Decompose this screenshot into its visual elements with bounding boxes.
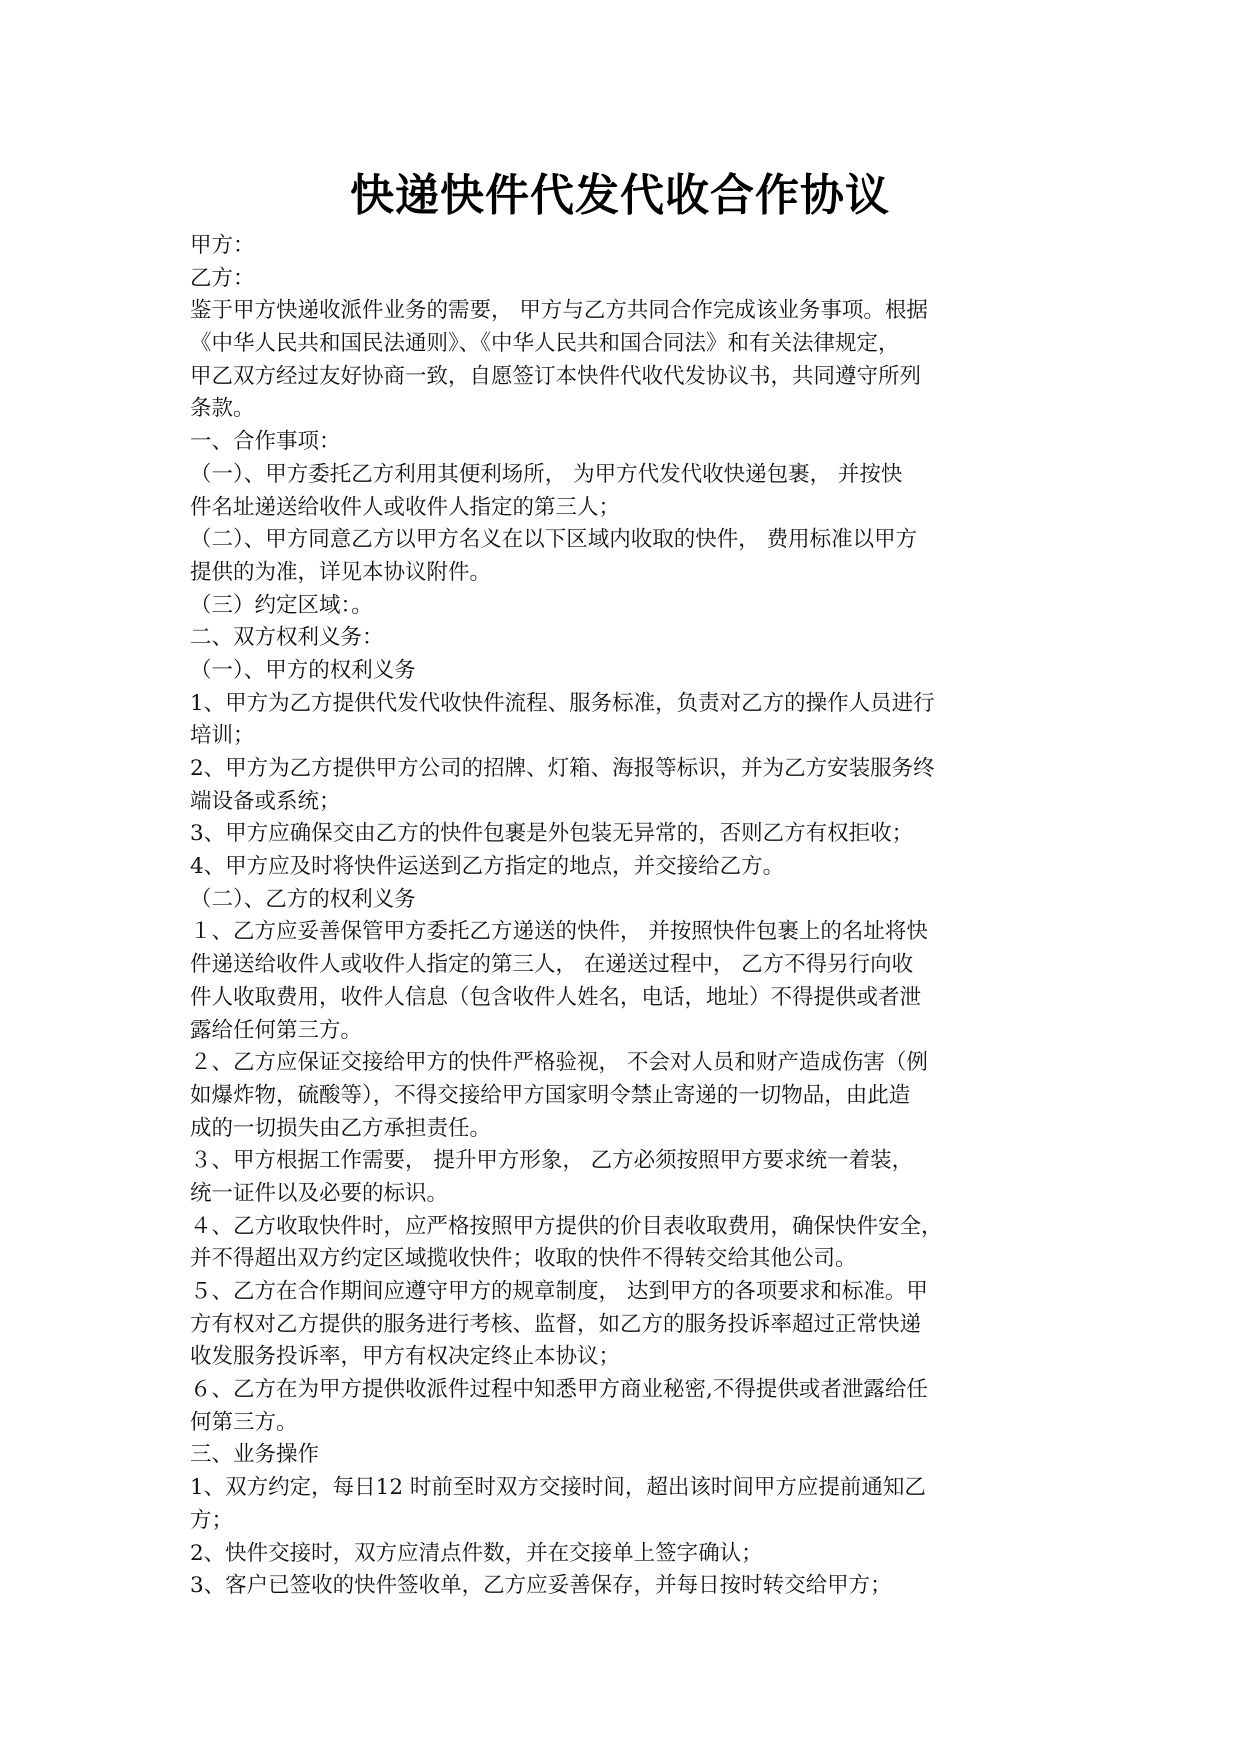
document-line: 件递送给收件人或收件人指定的第三人， 在递送过程中， 乙方不得另行向收 [190,952,914,978]
document-line: 《中华人民共和国民法通则》、《中华人民共和国合同法》和有关法律规定， [190,331,900,357]
document-line: 一、合作事项： [190,429,341,455]
document-line: （一）、甲方的权利义务 [190,657,416,683]
document-line: 何第三方。 [190,1409,298,1435]
document-line: 件人收取费用，收件人信息（包含收件人姓名，电话，地址）不得提供或者泄 [190,984,922,1010]
document-line: 甲方： [190,233,255,258]
document-line: 方； [190,1507,234,1533]
document-line: ２、乙方应保证交接给甲方的快件严格验视， 不会对人员和财产造成伤害（例 [190,1050,928,1076]
document-line: ４、乙方收取快件时，应严格按照甲方提供的价目表收取费用，确保快件安全， [190,1213,943,1239]
document-line: 成的一切损失由乙方承担责任。 [190,1115,492,1141]
document-line: 二、双方权利义务： [190,625,384,651]
document-line: 鉴于甲方快递收派件业务的需要， 甲方与乙方共同合作完成该业务事项。根据 [190,298,928,324]
document-line: 露给任何第三方。 [190,1017,363,1043]
document-title: 快递快件代发代收合作协议 [350,170,890,221]
document-line: （三）约定区域：。 [190,592,373,618]
document-line: 并不得超出双方约定区域揽收快件；收取的快件不得转交给其他公司。 [190,1246,857,1272]
document-line: 统一证件以及必要的标识。 [190,1180,449,1206]
document-line: 条款。 [190,396,255,422]
document-line: （二）、甲方同意乙方以甲方名义在以下区域内收取的快件， 费用标准以甲方 [190,527,918,553]
document-line: 方有权对乙方提供的服务进行考核、监督，如乙方的服务投诉率超过正常快递 [190,1311,922,1337]
document-line: 如爆炸物，硫酸等），不得交接给甲方国家明令禁止寄递的一切物品，由此造 [190,1082,911,1108]
document-line: 1、双方约定，每日12 时前至时双方交接时间，超出该时间甲方应提前通知乙 [190,1475,926,1501]
document-line: ５、乙方在合作期间应遵守甲方的规章制度， 达到甲方的各项要求和标准。甲 [190,1279,928,1304]
document-line: １、乙方应妥善保管甲方委托乙方递送的快件， 并按照快件包裹上的名址将快 [190,919,928,945]
document-line: 甲乙双方经过友好协商一致，自愿签订本快件代收代发协议书，共同遵守所列 [190,363,922,389]
document-line: 三、业务操作 [190,1442,320,1468]
document-line: 1、甲方为乙方提供代发代收快件流程、服务标准，负责对乙方的操作人员进行 [190,690,935,716]
document-line: ６、乙方在为甲方提供收派件过程中知悉甲方商业秘密,不得提供或者泄露给任 [190,1377,928,1403]
document-line: 端设备或系统； [190,788,341,814]
document-line: （一）、甲方委托乙方利用其便利场所， 为甲方代发代收快递包裹， 并按快 [190,461,903,487]
document-line: 培训； [190,723,255,749]
document-line: 3、客户已签收的快件签收单，乙方应妥善保存，并每日按时转交给甲方； [190,1573,892,1599]
document-line: 件名址递送给收件人或收件人指定的第三人； [190,494,621,520]
document-body [190,230,1058,1603]
document-line: 提供的为准，详见本协议附件。 [190,559,492,585]
document-line: 2、甲方为乙方提供甲方公司的招牌、灯箱、海报等标识，并为乙方安装服务终 [190,756,935,781]
document-line: 收发服务投诉率，甲方有权决定终止本协议； [190,1344,621,1370]
document-line: 3、甲方应确保交由乙方的快件包裹是外包装无异常的，否则乙方有权拒收； [190,821,914,847]
document-line: 4、甲方应及时将快件运送到乙方指定的地点，并交接给乙方。 [190,854,785,880]
document-line: ３、甲方根据工作需要， 提升甲方形象， 乙方必须按照甲方要求统一着装， [190,1148,914,1174]
document-line: 2、快件交接时，双方应清点件数，并在交接单上签字确认； [190,1540,763,1566]
document-line: （二）、乙方的权利义务 [190,886,416,912]
document-line: 乙方： [190,265,255,291]
